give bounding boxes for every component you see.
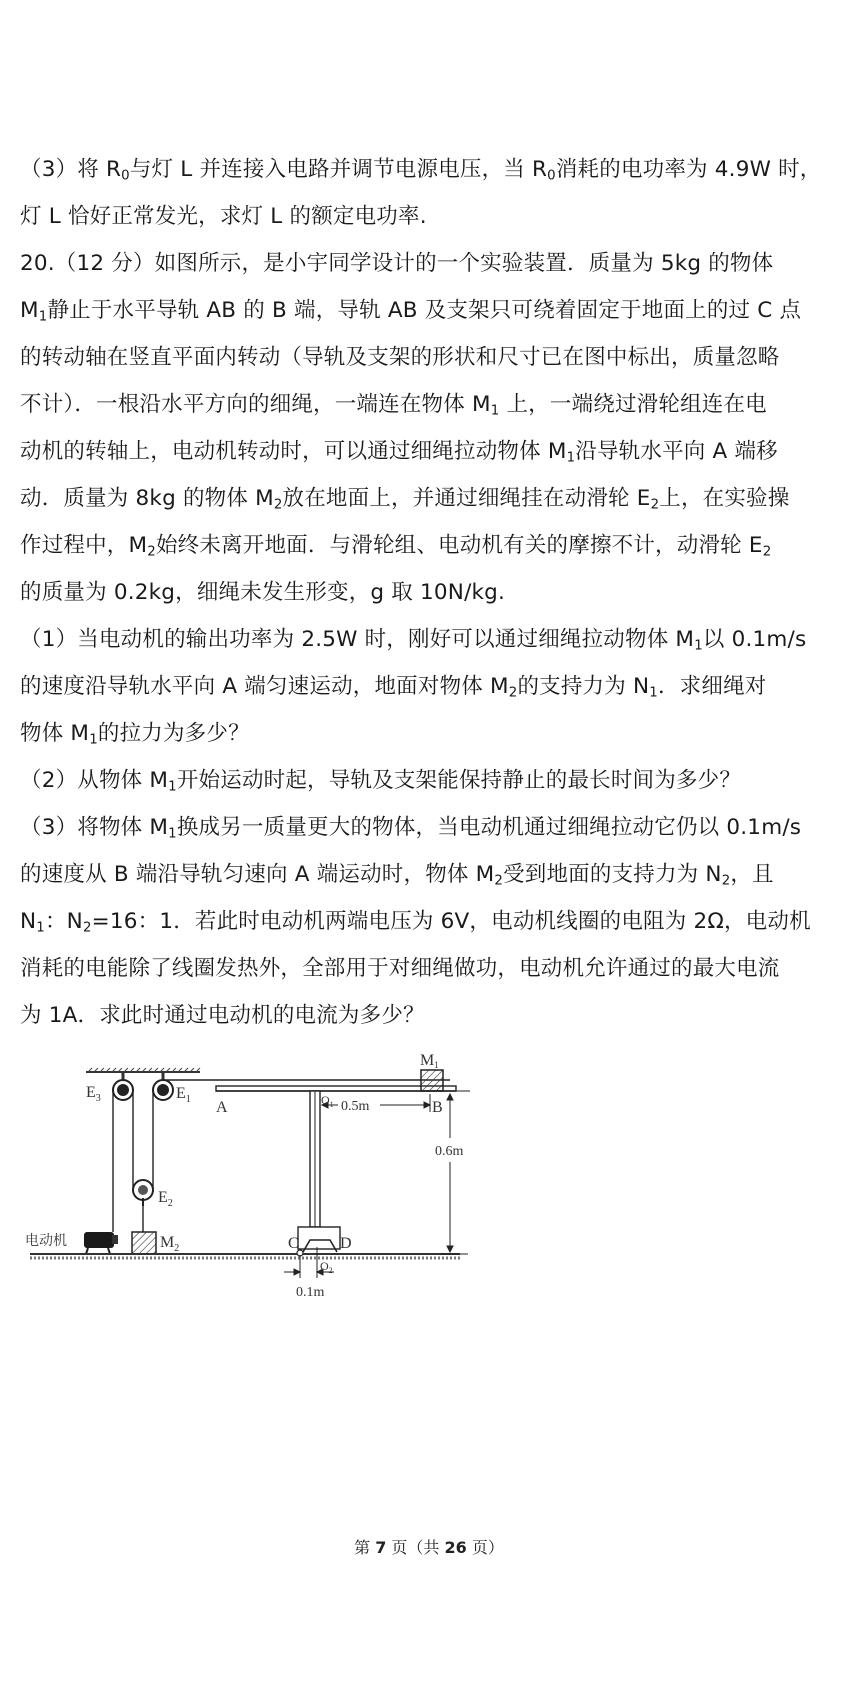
subscript: 1 bbox=[89, 732, 98, 748]
page-footer bbox=[0, 1535, 858, 1558]
question-text bbox=[20, 146, 842, 1039]
ceiling bbox=[86, 1068, 200, 1072]
page-number: 7 bbox=[375, 1538, 387, 1557]
text-seg: 消耗的电功率为 4.9W 时， bbox=[555, 157, 822, 182]
dimension-0.6m bbox=[440, 1091, 470, 1254]
q20-sub1-line1 bbox=[20, 616, 842, 663]
label-0.5m: 0.5m bbox=[341, 1099, 370, 1114]
text-seg: 开始运动时起，导轨及支架能保持静止的最长时间为多少？ bbox=[176, 768, 742, 793]
label-c: C bbox=[288, 1235, 299, 1252]
subscript: 1 bbox=[694, 638, 703, 654]
label-o2: $O_2$ bbox=[320, 1259, 333, 1275]
subscript: 2 bbox=[273, 497, 283, 513]
text-seg: 始终未离开地面．与滑轮组、电动机有关的摩擦不计，动滑轮 E bbox=[155, 533, 763, 558]
rail-ab bbox=[216, 1086, 456, 1091]
q20-sub3-line3 bbox=[20, 898, 842, 945]
text-seg: （2）从物体 M bbox=[20, 768, 169, 793]
text-seg: =16：1．若此时电动机两端电压为 6V，电动机线圈的电阻为 2Ω，电动机 bbox=[91, 909, 811, 934]
q20-stem-line3 bbox=[20, 334, 842, 381]
text-seg: 不计）．一根沿水平方向的细绳，一端连在物体 M bbox=[20, 392, 491, 417]
q20-sub3-line5 bbox=[20, 992, 842, 1039]
text-seg: 的转动轴在竖直平面内转动（导轨及支架的形状和尺寸已在图中标出，质量忽略 bbox=[20, 345, 780, 370]
label-e2: $E_2$ bbox=[158, 1189, 173, 1209]
subscript: 2 bbox=[762, 544, 772, 560]
subscript: 2 bbox=[721, 873, 731, 889]
total-pages: 26 bbox=[444, 1538, 467, 1557]
text-seg: 的质量为 0.2kg，细绳未发生形变，g 取 10N/kg. bbox=[20, 580, 506, 605]
text-seg: 与灯 L 并连接入电路并调节电源电压，当 R bbox=[129, 157, 548, 182]
q20-stem-line2 bbox=[20, 287, 842, 334]
subscript: 1 bbox=[490, 403, 500, 419]
text-seg: 以 0.1m/s bbox=[702, 627, 807, 652]
subscript: 1 bbox=[649, 685, 658, 701]
q19-part3-line1 bbox=[20, 146, 842, 193]
q20-sub1-line2 bbox=[20, 663, 842, 710]
text-seg: 为 1A．求此时通过电动机的电流为多少？ bbox=[20, 1003, 425, 1028]
footer-middle: 页（共 bbox=[386, 1538, 445, 1557]
base-cd bbox=[297, 1227, 340, 1278]
q20-sub1-line3 bbox=[20, 710, 842, 757]
text-seg: ．求细绳对 bbox=[657, 674, 767, 699]
q19-part3-line2: 灯 L 恰好正常发光，求灯 L 的额定电功率. bbox=[20, 204, 427, 229]
subscript: 0 bbox=[121, 168, 130, 184]
pulley-e1 bbox=[153, 1072, 173, 1100]
q20-stem-line4 bbox=[20, 381, 842, 428]
text-seg: （3）将物体 M bbox=[20, 815, 169, 840]
label-motor: 电动机 bbox=[25, 1233, 67, 1249]
subscript: 0 bbox=[547, 168, 556, 184]
label-m2: $M_2$ bbox=[160, 1234, 180, 1254]
label-0.1m: 0.1m bbox=[296, 1285, 325, 1300]
mass-m1 bbox=[421, 1070, 443, 1091]
label-e1: $E_1$ bbox=[176, 1085, 191, 1105]
text-seg: 的速度沿导轨水平向 A 端匀速运动，地面对物体 M bbox=[20, 674, 509, 699]
text-seg: 换成另一质量更大的物体，当电动机通过细绳拉动它仍以 0.1m/s bbox=[176, 815, 802, 840]
q20-stem-line7 bbox=[20, 522, 842, 569]
text-seg: 静止于水平导轨 AB 的 B 端，导轨 AB 及支架只可绕着固定于地面上的过 C 点 bbox=[47, 298, 802, 323]
q20-sub3-line2 bbox=[20, 851, 842, 898]
q20-sub3-line1 bbox=[20, 804, 842, 851]
text-seg: 沿导轨水平向 A 端移 bbox=[575, 439, 778, 464]
footer-suffix: 页） bbox=[466, 1538, 504, 1557]
label-d: D bbox=[340, 1235, 352, 1252]
text-seg: M bbox=[20, 298, 39, 323]
text-seg: 放在地面上，并通过细绳挂在动滑轮 E bbox=[282, 486, 651, 511]
footer-prefix: 第 bbox=[354, 1538, 376, 1557]
text-seg: 的速度从 B 端沿导轨匀速向 A 端运动时，物体 M bbox=[20, 862, 495, 887]
ropes bbox=[113, 1080, 450, 1232]
ground bbox=[30, 1254, 460, 1258]
label-m1: M1 bbox=[420, 1052, 439, 1070]
label-e3: $E_3$ bbox=[86, 1084, 101, 1104]
text-seg: 的拉力为多少？ bbox=[97, 721, 250, 746]
q20-sub3-line4 bbox=[20, 945, 842, 992]
text-seg: 上，一端绕过滑轮组连在电 bbox=[499, 392, 767, 417]
text-seg: ，且 bbox=[730, 862, 774, 887]
text-seg: 受到地面的支持力为 N bbox=[503, 862, 722, 887]
text-seg: 物体 M bbox=[20, 721, 90, 746]
text-seg: （3）将 R bbox=[20, 157, 122, 182]
text-seg: ：N bbox=[44, 909, 83, 934]
subscript: 1 bbox=[566, 450, 576, 466]
text-seg: 动机的转轴上，电动机转动时，可以通过细绳拉动物体 M bbox=[20, 439, 567, 464]
subscript: 1 bbox=[168, 779, 177, 795]
mass-m2 bbox=[132, 1232, 156, 1254]
pulley-e3 bbox=[113, 1072, 133, 1100]
text-seg: 作过程中，M bbox=[20, 533, 148, 558]
text-seg: （1）当电动机的输出功率为 2.5W 时，刚好可以通过细绳拉动物体 M bbox=[20, 627, 695, 652]
subscript: 1 bbox=[38, 309, 48, 325]
motor bbox=[84, 1232, 118, 1254]
pulley-e2 bbox=[133, 1180, 153, 1206]
subscript: 2 bbox=[508, 685, 518, 701]
text-seg: 消耗的电能除了线圈发热外，全部用于对细绳做功，电动机允许通过的最大电流 bbox=[20, 956, 780, 981]
subscript: 2 bbox=[494, 873, 504, 889]
label-b: B bbox=[432, 1099, 443, 1116]
label-o1: $O_1$ bbox=[321, 1093, 334, 1109]
text-seg: 动．质量为 8kg 的物体 M bbox=[20, 486, 274, 511]
subscript: 1 bbox=[168, 826, 177, 842]
text-seg: 上，在实验操 bbox=[659, 486, 790, 511]
q20-stem-line5 bbox=[20, 428, 842, 475]
text-seg: 的支持力为 N bbox=[517, 674, 650, 699]
dimension-0.5m bbox=[322, 1094, 430, 1112]
support-post bbox=[310, 1091, 320, 1227]
subscript: 2 bbox=[82, 920, 92, 936]
q20-stem-line8 bbox=[20, 569, 842, 616]
q20-stem-line1 bbox=[20, 240, 842, 287]
text-seg: 20.（12 分）如图所示，是小宇同学设计的一个实验装置．质量为 5kg 的物体 bbox=[20, 251, 774, 276]
label-0.6m: 0.6m bbox=[435, 1144, 464, 1159]
label-a: A bbox=[216, 1099, 228, 1116]
experiment-apparatus-diagram bbox=[20, 1040, 520, 1320]
subscript: 2 bbox=[650, 497, 660, 513]
text-seg: N bbox=[20, 909, 37, 934]
subscript: 2 bbox=[147, 544, 156, 560]
q20-sub2-line1 bbox=[20, 757, 842, 804]
q20-stem-line6 bbox=[20, 475, 842, 522]
subscript: 1 bbox=[36, 920, 45, 936]
